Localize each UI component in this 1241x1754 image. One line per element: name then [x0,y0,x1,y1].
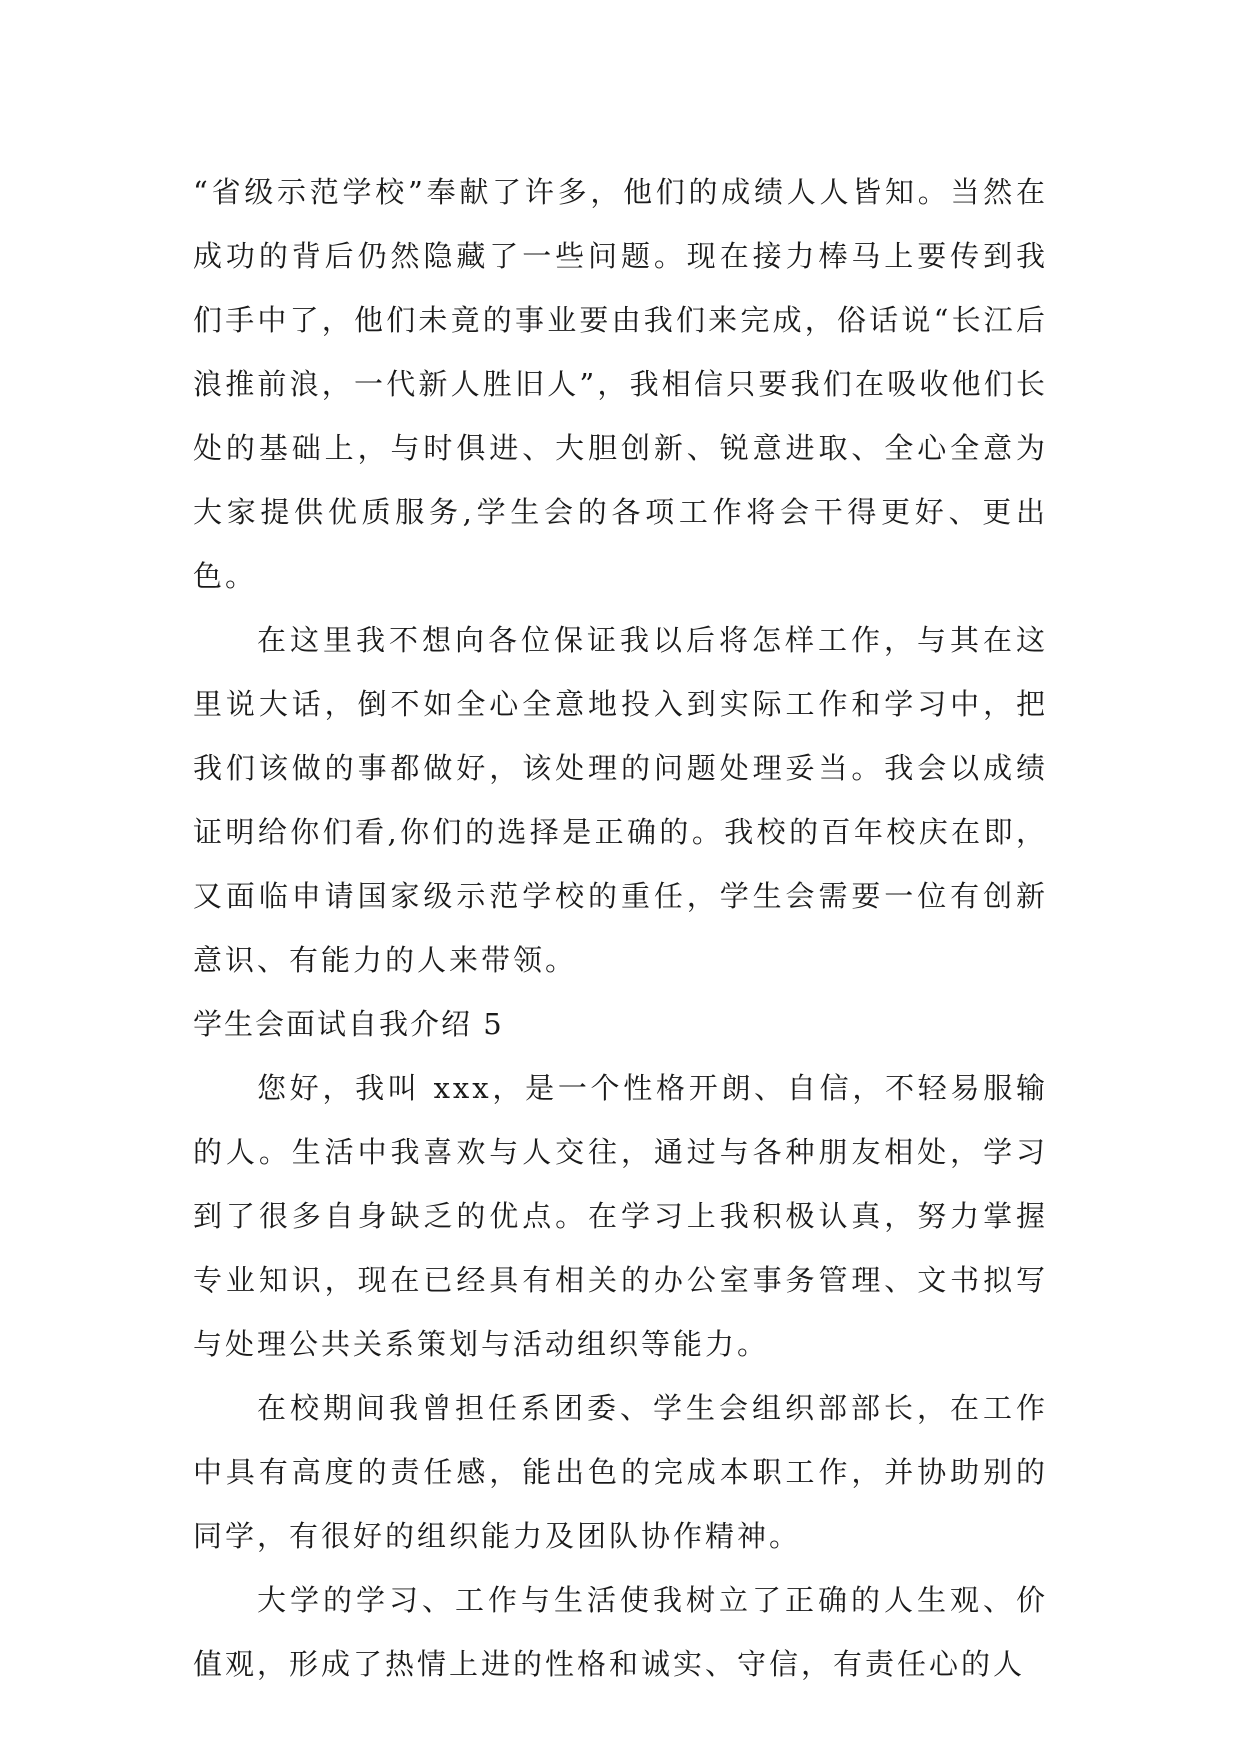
paragraph: 在校期间我曾担任系团委、学生会组织部部长，在工作中具有高度的责任感，能出色的完成本职工作，并协助别的同学，有很好的组织能力及团队协作精神。 [193,1391,1048,1553]
paragraph: 大学的学习、工作与生活使我树立了正确的人生观、价值观，形成了热情上进的性格和诚实、守信，有责任心的人 [193,1583,1048,1681]
paragraph: 在这里我不想向各位保证我以后将怎样工作，与其在这里说大话，倒不如全心全意地投入到实际工作和学习中，把我们该做的事都做好，该处理的问题处理妥当。我会以成绩证明给你们看,你们的选择是正确的。我校的百年校庆在即，又面临申请国家级示范学校的重任，学生会需要一位有创新意识、有能力的人来带领。 [193,623,1048,977]
section-heading: 学生会面试自我介绍 5 [193,1007,504,1041]
paragraph-continued: “省级示范学校”奉献了许多，他们的成绩人人皆知。当然在成功的背后仍然隐藏了一些问题。现在接力棒马上要传到我们手中了，他们未竟的事业要由我们来完成，俗话说“长江后浪推前浪，一代新人胜旧人”，我相信只要我们在吸收他们长处的基础上，与时俱进、大胆创新、锐意进取、全心全意为大家提供优质服务,学生会的各项工作将会干得更好、更出色。 [193,175,1048,593]
paragraph: 您好，我叫 xxx，是一个性格开朗、自信，不轻易服输的人。生活中我喜欢与人交往，通过与各种朋友相处，学习到了很多自身缺乏的优点。在学习上我积极认真，努力掌握专业知识，现在已经具有相关的办公室事务管理、文书拟写与处理公共关系策划与活动组织等能力。 [193,1071,1048,1361]
document-page [193,160,1048,1696]
